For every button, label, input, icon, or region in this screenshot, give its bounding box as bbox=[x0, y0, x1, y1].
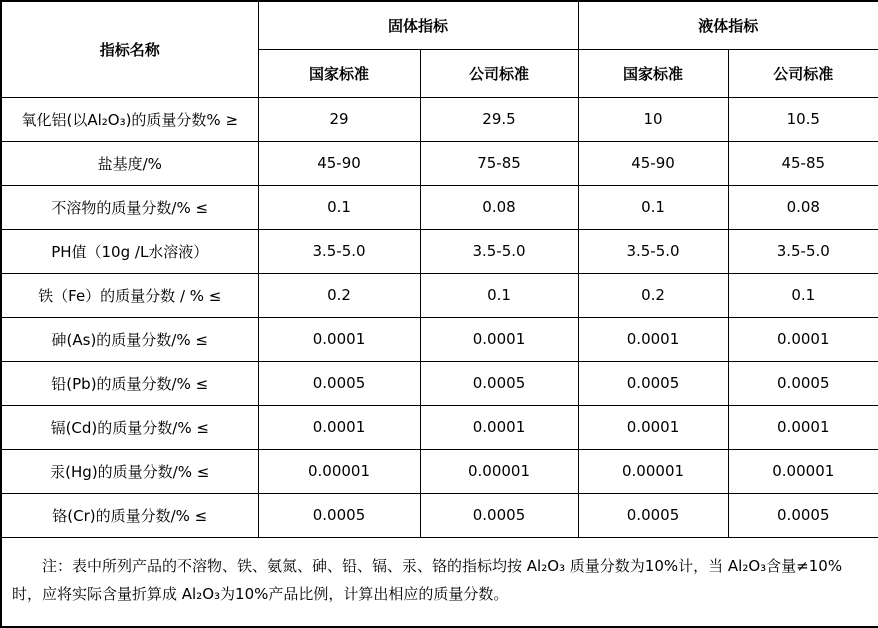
table-row-mercury bbox=[1, 449, 878, 493]
row-label: 砷(As)的质量分数/% ≤ bbox=[1, 317, 258, 361]
header-indicator-name: 指标名称 bbox=[1, 1, 258, 97]
cell-value: 45-85 bbox=[728, 141, 878, 185]
cell-value: 0.0001 bbox=[258, 317, 420, 361]
cell-value: 0.08 bbox=[728, 185, 878, 229]
cell-value: 0.0001 bbox=[258, 405, 420, 449]
cell-value: 45-90 bbox=[258, 141, 420, 185]
cell-value: 0.00001 bbox=[578, 449, 728, 493]
cell-value: 0.0005 bbox=[258, 361, 420, 405]
cell-value: 0.1 bbox=[728, 273, 878, 317]
row-label: 汞(Hg)的质量分数/% ≤ bbox=[1, 449, 258, 493]
table-row-basicity bbox=[1, 141, 878, 185]
cell-value: 29.5 bbox=[420, 97, 578, 141]
header-liquid-company: 公司标准 bbox=[728, 49, 878, 97]
table-row-lead bbox=[1, 361, 878, 405]
table-row-alumina bbox=[1, 97, 878, 141]
cell-value: 0.0001 bbox=[420, 317, 578, 361]
header-group-solid: 固体指标 bbox=[258, 1, 578, 49]
table-row-iron bbox=[1, 273, 878, 317]
cell-value: 45-90 bbox=[578, 141, 728, 185]
cell-value: 3.5-5.0 bbox=[728, 229, 878, 273]
row-label: PH值（10g /L水溶液） bbox=[1, 229, 258, 273]
row-label: 铅(Pb)的质量分数/% ≤ bbox=[1, 361, 258, 405]
cell-value: 10 bbox=[578, 97, 728, 141]
cell-value: 0.0005 bbox=[728, 493, 878, 537]
cell-value: 3.5-5.0 bbox=[578, 229, 728, 273]
cell-value: 0.0005 bbox=[420, 361, 578, 405]
cell-value: 0.0001 bbox=[728, 405, 878, 449]
table-row-cadmium bbox=[1, 405, 878, 449]
row-label: 铬(Cr)的质量分数/% ≤ bbox=[1, 493, 258, 537]
cell-value: 0.0005 bbox=[578, 361, 728, 405]
header-liquid-national: 国家标准 bbox=[578, 49, 728, 97]
header-row-groups bbox=[1, 1, 878, 49]
footnote-row bbox=[1, 537, 878, 627]
header-solid-national: 国家标准 bbox=[258, 49, 420, 97]
cell-value: 0.1 bbox=[258, 185, 420, 229]
footnote-text: 注：表中所列产品的不溶物、铁、氨氮、砷、铅、镉、汞、铬的指标均按 Al₂O₃ 质量分数为10%计，当 Al₂O₃含量≠10%时，应将实际含量折算成 Al₂O₃为10%产品比例，计算出相应的质量分数。 bbox=[12, 556, 843, 603]
row-label: 不溶物的质量分数/% ≤ bbox=[1, 185, 258, 229]
cell-value: 3.5-5.0 bbox=[420, 229, 578, 273]
header-group-liquid: 液体指标 bbox=[578, 1, 878, 49]
footnote-cell bbox=[1, 537, 878, 627]
cell-value: 29 bbox=[258, 97, 420, 141]
table-row-insoluble bbox=[1, 185, 878, 229]
cell-value: 0.0001 bbox=[420, 405, 578, 449]
cell-value: 0.0005 bbox=[578, 493, 728, 537]
cell-value: 0.1 bbox=[578, 185, 728, 229]
table-row-chromium bbox=[1, 493, 878, 537]
cell-value: 0.0001 bbox=[578, 405, 728, 449]
row-label: 镉(Cd)的质量分数/% ≤ bbox=[1, 405, 258, 449]
cell-value: 3.5-5.0 bbox=[258, 229, 420, 273]
cell-value: 0.1 bbox=[420, 273, 578, 317]
cell-value: 0.08 bbox=[420, 185, 578, 229]
row-label: 铁（Fe）的质量分数 / % ≤ bbox=[1, 273, 258, 317]
cell-value: 0.00001 bbox=[420, 449, 578, 493]
table-row-ph bbox=[1, 229, 878, 273]
table-row-arsenic bbox=[1, 317, 878, 361]
cell-value: 0.00001 bbox=[258, 449, 420, 493]
cell-value: 0.0001 bbox=[578, 317, 728, 361]
cell-value: 0.00001 bbox=[728, 449, 878, 493]
row-label: 盐基度/% bbox=[1, 141, 258, 185]
cell-value: 0.2 bbox=[258, 273, 420, 317]
cell-value: 75-85 bbox=[420, 141, 578, 185]
cell-value: 0.0005 bbox=[420, 493, 578, 537]
cell-value: 0.0005 bbox=[728, 361, 878, 405]
cell-value: 0.0001 bbox=[728, 317, 878, 361]
row-label: 氧化铝(以Al₂O₃)的质量分数% ≥ bbox=[1, 97, 258, 141]
cell-value: 0.0005 bbox=[258, 493, 420, 537]
cell-value: 10.5 bbox=[728, 97, 878, 141]
header-solid-company: 公司标准 bbox=[420, 49, 578, 97]
cell-value: 0.2 bbox=[578, 273, 728, 317]
